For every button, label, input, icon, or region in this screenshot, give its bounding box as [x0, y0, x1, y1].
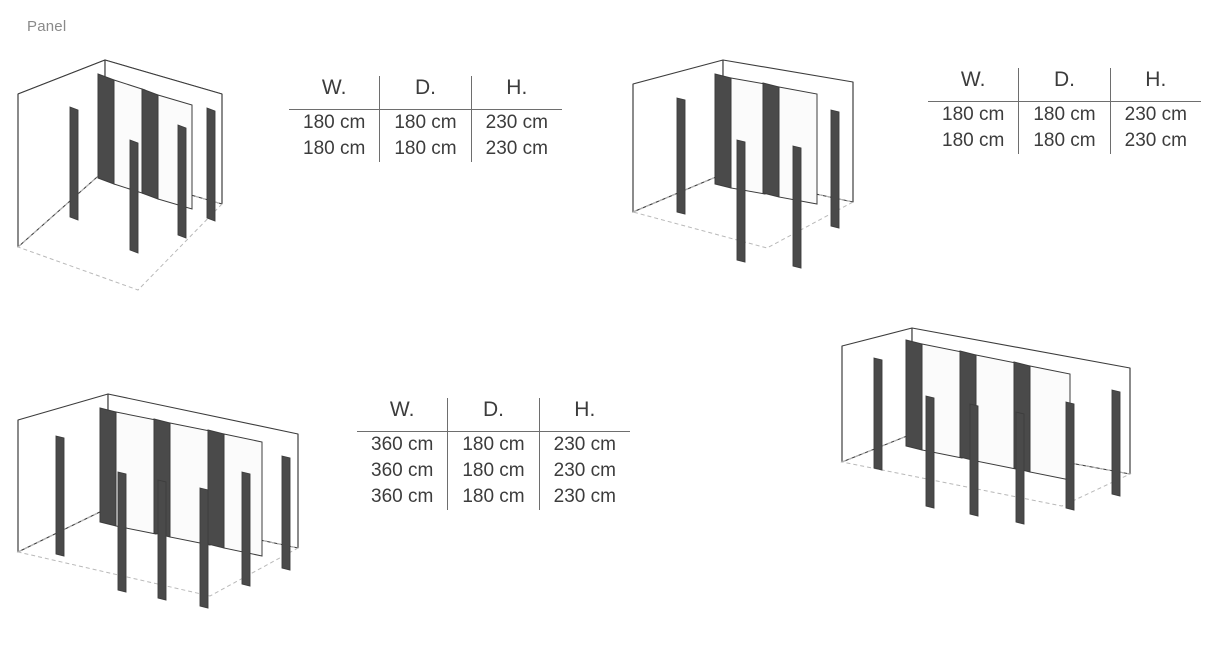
spec-table-3 — [357, 398, 630, 510]
table-header-row — [289, 76, 562, 110]
cell-height: 230 cm — [471, 136, 562, 162]
column-header-height: H. — [471, 76, 562, 110]
booth-isometric-180x180 — [10, 52, 255, 302]
cell-depth: 180 cm — [448, 432, 539, 459]
column-header-height: H. — [539, 398, 630, 432]
page-title: Panel — [27, 18, 67, 35]
cell-depth: 180 cm — [448, 484, 539, 510]
cell-width: 180 cm — [942, 130, 1005, 151]
table-header-row — [928, 68, 1201, 102]
cell-height: 230 cm — [1110, 102, 1201, 129]
table-header-row — [357, 398, 630, 432]
spec-table-2 — [928, 68, 1201, 154]
table-row — [357, 484, 630, 510]
column-header-width: W. — [357, 398, 448, 432]
table-row — [928, 128, 1201, 154]
booth-isometric-360x180 — [10, 380, 340, 620]
column-header-depth: D. — [380, 76, 471, 110]
cell-height: 230 cm — [1110, 128, 1201, 154]
column-header-width: W. — [289, 76, 380, 110]
cell-width: 180 cm — [303, 138, 366, 159]
cell-depth: 180 cm — [380, 110, 471, 137]
cell-height: 230 cm — [539, 432, 630, 459]
cell-depth: 180 cm — [1019, 102, 1110, 129]
column-header-depth: D. — [1019, 68, 1110, 102]
table-row — [357, 432, 630, 459]
column-header-depth: D. — [448, 398, 539, 432]
cell-depth: 180 cm — [448, 458, 539, 484]
booth-isometric-180x180-alt — [625, 52, 900, 292]
cell-width: 360 cm — [371, 486, 434, 507]
table-row — [357, 458, 630, 484]
table-row — [928, 102, 1201, 129]
cell-width: 180 cm — [303, 112, 366, 133]
spec-table-1 — [289, 76, 562, 162]
column-header-height: H. — [1110, 68, 1201, 102]
table-row — [289, 110, 562, 137]
table-row — [289, 136, 562, 162]
column-header-width: W. — [928, 68, 1019, 102]
cell-width: 180 cm — [942, 104, 1005, 125]
booth-isometric-360x180-alt — [830, 310, 1160, 550]
cell-height: 230 cm — [471, 110, 562, 137]
cell-height: 230 cm — [539, 458, 630, 484]
cell-depth: 180 cm — [380, 136, 471, 162]
cell-width: 360 cm — [371, 460, 434, 481]
cell-width: 360 cm — [371, 434, 434, 455]
cell-height: 230 cm — [539, 484, 630, 510]
cell-depth: 180 cm — [1019, 128, 1110, 154]
